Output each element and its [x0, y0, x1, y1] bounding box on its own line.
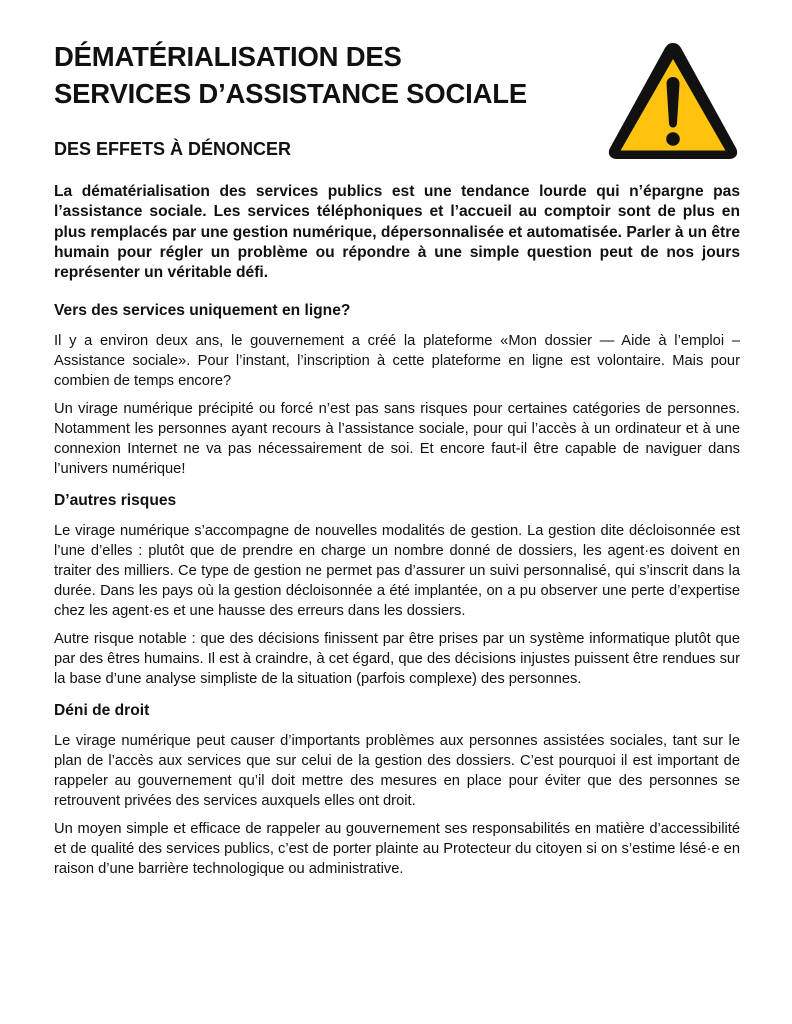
section-denial-of-rights	[54, 701, 740, 879]
paragraph: Un moyen simple et efficace de rappeler au gouvernement ses responsabilités en matière d’accessibilité et de qualité des services publics, c’est de porter plainte au Protecteur du citoyen si on s’estime lésé·e en raison d’une barrière technologique ou administrative.	[54, 821, 740, 878]
paragraph: Le virage numérique peut causer d’importants problèmes aux personnes assistées sociales, tant sur le plan de l’accès aux services que sur celui de la gestion des dossiers. C’est pourquoi il est important de rappeler au gouvernement qu’il doit mettre des mesures en place pour éviter que des personnes se retrouvent privées des services auxquels elles ont droit.	[54, 733, 740, 810]
section-heading: D’autres risques	[54, 492, 177, 510]
paragraph: Le virage numérique s’accompagne de nouvelles modalités de gestion. La gestion dite décloisonnée est l’une d’elles : plutôt que de prendre en charge un nombre donné de dossiers, les agent·es doivent en traiter des milliers. Ce type de gestion ne permet pas d’assurer un suivi personnalisé, qui s’inscrit dans la durée. Dans les pays où la gestion décloisonnée a été implantée, on a pu observer une perte d’expertise chez les agent·es et une hausse des erreurs dans les dossiers.	[54, 523, 740, 620]
section-heading: Vers des services uniquement en ligne?	[54, 302, 351, 320]
title-line-2: SERVICES D’ASSISTANCE SOCIALE	[54, 78, 527, 109]
page-subtitle: DES EFFETS À DÉNONCER	[54, 139, 292, 159]
article-body	[54, 182, 740, 891]
paragraph: Un virage numérique précipité ou forcé n’est pas sans risques pour certaines catégories de personnes. Notamment les personnes ayant recours à l’assistance sociale, pour qui l’accès à un ordinateur et à une connexion Internet ne va pas nécessairement de soi. Et encore faut-il être capable de naviguer dans l’univers numérique!	[54, 401, 740, 478]
paragraph: Autre risque notable : que des décisions finissent par être prises par un système informatique plutôt que par des êtres humains. Il est à craindre, à cet égard, que des décisions injustes puissent être rendues sur la base d’une analyse simpliste de la situation (parfois complexe) des personnes.	[54, 631, 740, 688]
warning-triangle-icon	[606, 40, 740, 162]
title-line-1: DÉMATÉRIALISATION DES	[54, 41, 402, 72]
paragraph: Il y a environ deux ans, le gouvernement a créé la plateforme «Mon dossier — Aide à l’emploi – Assistance sociale». Pour l’instant, l’inscription à cette plateforme en ligne est volontaire. Mais pour combien de temps encore?	[54, 333, 740, 390]
intro-paragraph: La dématérialisation des services publics est une tendance lourde qui n’épargne pas l’assistance sociale. Les services téléphoniques et l’accueil au comptoir sont de plus en plus remplacés par une gestion numérique, dépersonnalisée et automatisée. Parler à un être humain pour régler un problème ou répondre à une simple question peut de nos jours représenter un véritable défi.	[54, 183, 740, 282]
section-other-risks	[54, 491, 740, 689]
page-title	[54, 38, 614, 112]
section-heading: Déni de droit	[54, 702, 150, 720]
section-online-services	[54, 301, 740, 479]
